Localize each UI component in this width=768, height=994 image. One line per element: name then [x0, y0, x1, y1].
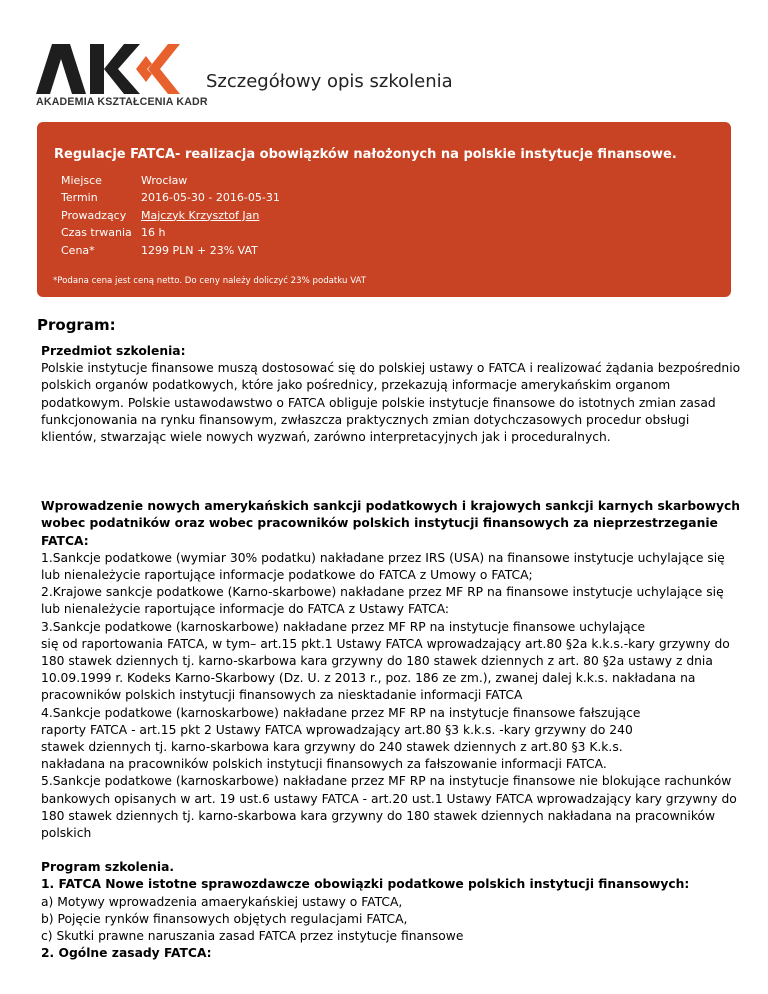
- price-footnote: *Podana cena jest ceną netto. Do ceny należy doliczyć 23% podatku VAT: [53, 276, 366, 286]
- detail-value: 16 h: [141, 226, 166, 240]
- sanction-item: nakładana na pracowników polskich instytucji finansowych za fałszowanie informacji FATCA.: [41, 757, 607, 772]
- section2-heading: 2. Ogólne zasady FATCA:: [41, 946, 212, 961]
- trainer-link[interactable]: Majczyk Krzysztof Jan: [141, 208, 260, 222]
- outline-heading: Program szkolenia.: [41, 860, 175, 875]
- sanction-item: stawek dziennych tj. karno-skarbowa kara grzywny do 240 stawek dziennych z art.80 §3 K.k.s.: [41, 740, 623, 755]
- detail-row-place: [61, 174, 280, 191]
- sanctions-heading: Wprowadzenie nowych amerykańskich sankcji podatkowych i krajowych sankcji karnych skarbowych wobec podatników oraz wobec pracowników polskich instytucji finansowych za nieprzestrzeganie FATCA:: [41, 499, 741, 548]
- page-header: [0, 0, 768, 120]
- sanction-item: raporty FATCA - art.15 pkt 2 Ustawy FATCA wprowadzający art.80 §3 k.k.s. -kary grzywny do 240: [41, 722, 633, 737]
- detail-label: Miejsce: [61, 174, 102, 187]
- detail-value: 2016-05-30 - 2016-05-31: [141, 191, 280, 205]
- detail-label: Termin: [61, 191, 98, 205]
- detail-value: Wrocław: [141, 174, 188, 187]
- detail-label: Cena*: [61, 243, 95, 257]
- course-title: Regulacje FATCA- realizacja obowiązków nałożonych na polskie instytucje finansowe.: [54, 147, 677, 162]
- logo-mark-icon: [36, 44, 180, 94]
- course-info-panel: [37, 122, 731, 297]
- detail-row-trainer: [61, 209, 280, 226]
- detail-row-price: [61, 244, 280, 261]
- section1-item: b) Pojęcie rynków finansowych objętych regulacjami FATCA,: [41, 911, 408, 926]
- company-logo[interactable]: [36, 44, 208, 112]
- logo-caption: AKADEMIA KSZTAŁCENIA KADR: [36, 96, 208, 108]
- program-content: [41, 343, 741, 963]
- sanction-item: 4.Sankcje podatkowe (karnoskarbowe) nakładane przez MF RP na instytucje finansowe fałszujące: [41, 705, 641, 720]
- course-details: [61, 174, 280, 261]
- detail-label: Prowadzący: [61, 208, 127, 222]
- sanction-item: 3.Sankcje podatkowe (karnoskarbowe) nakładane przez MF RP na instytucje finansowe uchylające: [41, 619, 646, 634]
- section1-item: a) Motywy wprowadzenia amaerykańskiej ustawy o FATCA,: [41, 894, 403, 909]
- detail-value: 1299 PLN + 23% VAT: [141, 243, 258, 257]
- detail-row-duration: [61, 226, 280, 243]
- page-title: Szczegółowy opis szkolenia: [206, 71, 453, 92]
- detail-row-date: [61, 191, 280, 208]
- sanction-item: 2.Krajowe sankcje podatkowe (Karno-skarbowe) nakładane przez MF RP na finansowe instytucje uchylające się lub nienależycie raportujące informacje do FATCA z Ustawy FATCA:: [41, 585, 724, 617]
- subject-heading: Przedmiot szkolenia:: [41, 344, 186, 358]
- detail-label: Czas trwania: [61, 226, 132, 240]
- section1-heading: 1. FATCA Nowe istotne sprawozdawcze obowiązki podatkowe polskich instytucji finansowych:: [41, 877, 690, 892]
- sanction-item: się od raportowania FATCA, w tym– art.15 pkt.1 Ustawy FATCA wprowadzający art.80 §2a k.k.s.-kary grzywny do 180 stawek dziennych tj. karno-skarbowa kara grzywny do 180 stawek dziennych z art. 80 §2a ustawy z dnia 10.09.1999 r. Kodeks Karno-Skarbowy (Dz. U. z 2013 r., poz. 186 ze zm.), zwanej dalej k.k.s. nakładana na pracowników polskich instytucji finansowych za niesktadanie informacji FATCA: [41, 636, 730, 703]
- sanction-item: 5.Sankcje podatkowe (karnoskarbowe) nakładane przez MF RP na instytucje finansowe nie blokujące rachunków bankowych opisanych w art. 19 ust.6 ustawy FATCA - art.20 ust.1 Ustawy FATCA wprowadzający kary grzywny do 180 stawek dziennych tj. karno-skarbowa kara grzywny do 180 stawek dziennych nakładana na pracowników polskich: [41, 774, 737, 841]
- sanction-item: 1.Sankcje podatkowe (wymiar 30% podatku) nakładane przez IRS (USA) na finansowe instytucje uchylające się lub nienależycie raportujące informacje podatkowe do FATCA z Umowy o FATCA;: [41, 550, 725, 583]
- program-heading: Program:: [37, 316, 116, 334]
- section1-item: c) Skutki prawne naruszania zasad FATCA przez instytucje finansowe: [41, 929, 464, 944]
- subject-text: Polskie instytucje finansowe muszą dostosować się do polskiej ustawy o FATCA i realizować żądania bezpośrednio polskich organów podatkowych, które jako pośrednicy, przekazują informacje amerykańskim organom podatkowym. Polskie ustawodawstwo o FATCA obliguje polskie instytucje finansowe do istotnych zmian zasad funkcjonowania na rynku finansowym, zwłaszcza praktycznych zmian dotychczasowych procedur obsługi klientów, stwarzając wiele nowych wyzwań, zarówno interpretacyjnych jak i proceduralnych.: [41, 361, 741, 445]
